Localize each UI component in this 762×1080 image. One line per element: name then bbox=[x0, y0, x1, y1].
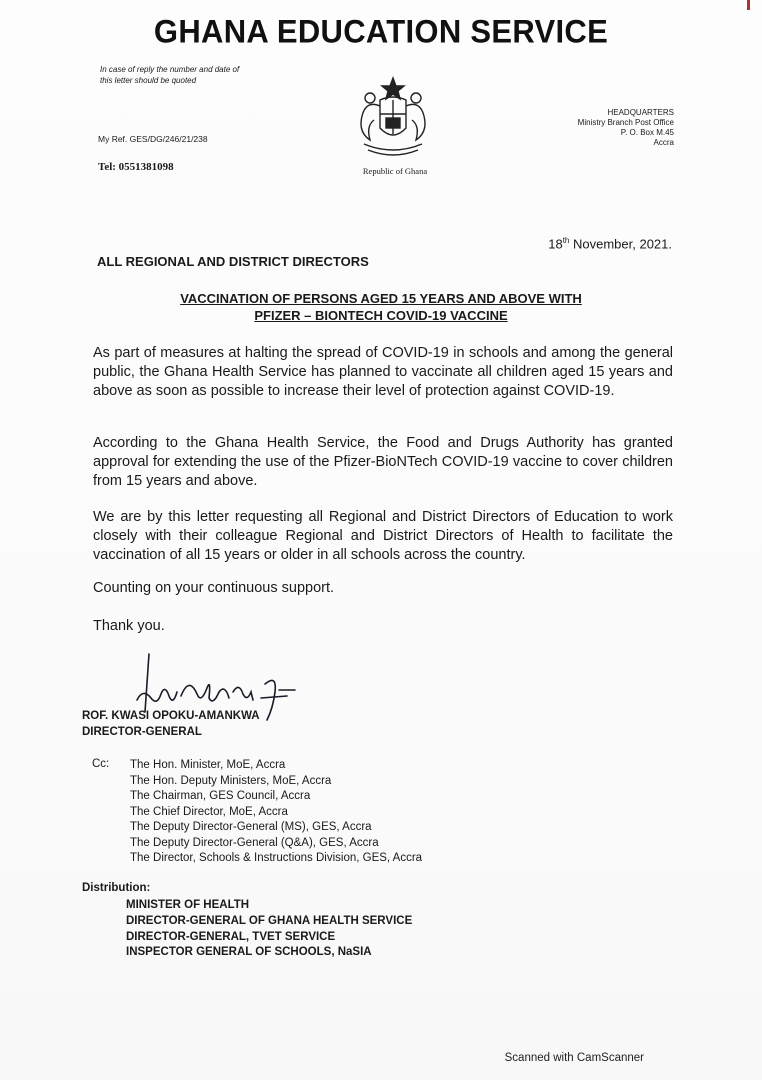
body-paragraph: We are by this letter requesting all Regional and District Directors of Education to work closely with their colleague Regional and District Directors of Health to facilitate the vaccination of all 15 years or older in all schools across the country. bbox=[93, 509, 673, 563]
cc-item: The Deputy Director-General (MS), GES, Accra bbox=[130, 821, 372, 833]
signatory-name: ROF. KWASI OPOKU-AMANKWA bbox=[82, 710, 260, 722]
hq-line: P. O. Box M.45 bbox=[620, 128, 674, 137]
cc-label: Cc: bbox=[92, 758, 110, 770]
distribution-item: DIRECTOR-GENERAL OF GHANA HEALTH SERVICE bbox=[126, 914, 413, 927]
distribution-label: Distribution: bbox=[82, 882, 151, 894]
hq-line: Ministry Branch Post Office bbox=[577, 118, 674, 127]
coat-of-arms-icon bbox=[352, 76, 434, 162]
cc-item: The Deputy Director-General (Q&A), GES, Accra bbox=[130, 836, 379, 849]
corner-mark bbox=[747, 0, 750, 10]
cc-item: The Chief Director, MoE, Accra bbox=[130, 805, 288, 818]
cc-item: The Director, Schools & Instructions Division, GES, Accra bbox=[130, 852, 423, 864]
cc-list bbox=[130, 758, 422, 867]
telephone-number: Tel: 0551381098 bbox=[98, 161, 174, 173]
cc-item: The Chairman, GES Council, Accra bbox=[130, 790, 311, 802]
distribution-item: DIRECTOR-GENERAL, TVET SERVICE bbox=[126, 930, 336, 943]
hq-line: HEADQUARTERS bbox=[607, 108, 674, 117]
cc-item: The Hon. Minister, MoE, Accra bbox=[130, 759, 286, 771]
letter-date bbox=[548, 236, 672, 251]
distribution-list bbox=[126, 898, 412, 961]
organization-title: GHANA EDUCATION SERVICE bbox=[153, 12, 609, 51]
reply-note: In case of reply the number and date of this letter should be quoted bbox=[100, 65, 240, 85]
hq-line: Accra bbox=[653, 138, 674, 147]
date-suffix: th bbox=[562, 236, 570, 245]
subject-heading bbox=[0, 290, 762, 324]
date-day: 18 bbox=[548, 236, 563, 252]
republic-caption: Republic of Ghana bbox=[362, 166, 428, 176]
subject-line: PFIZER – BIONTECH COVID-19 VACCINE bbox=[254, 308, 508, 323]
closing-line: Thank you. bbox=[93, 618, 165, 634]
distribution-item: INSPECTOR GENERAL OF SCHOOLS, NaSIA bbox=[126, 946, 372, 959]
body-paragraph: As part of measures at halting the spread of COVID-19 in schools and among the general public, the Ghana Health Service has planned to vaccinate all children aged 15 years and above as soon as possible to increase their level of protection against COVID-19. bbox=[93, 345, 673, 399]
reference-number: My Ref. GES/DG/246/21/238 bbox=[98, 134, 208, 144]
body-paragraph: According to the Ghana Health Service, the Food and Drugs Authority has granted approval for extending the use of the Pfizer-BioNTech COVID-19 vaccine to cover children from 15 years and above. bbox=[93, 435, 673, 489]
subject-line: VACCINATION OF PERSONS AGED 15 YEARS AND ABOVE WITH bbox=[180, 291, 582, 306]
headquarters-address bbox=[578, 108, 674, 148]
distribution-item: MINISTER OF HEALTH bbox=[126, 899, 250, 911]
scanner-watermark: Scanned with CamScanner bbox=[504, 1052, 644, 1064]
addressee: ALL REGIONAL AND DISTRICT DIRECTORS bbox=[97, 254, 369, 269]
date-rest: November, 2021. bbox=[569, 236, 672, 252]
cc-item: The Hon. Deputy Ministers, MoE, Accra bbox=[130, 774, 332, 787]
signatory-title: DIRECTOR-GENERAL bbox=[82, 726, 202, 738]
closing-line: Counting on your continuous support. bbox=[93, 580, 335, 596]
